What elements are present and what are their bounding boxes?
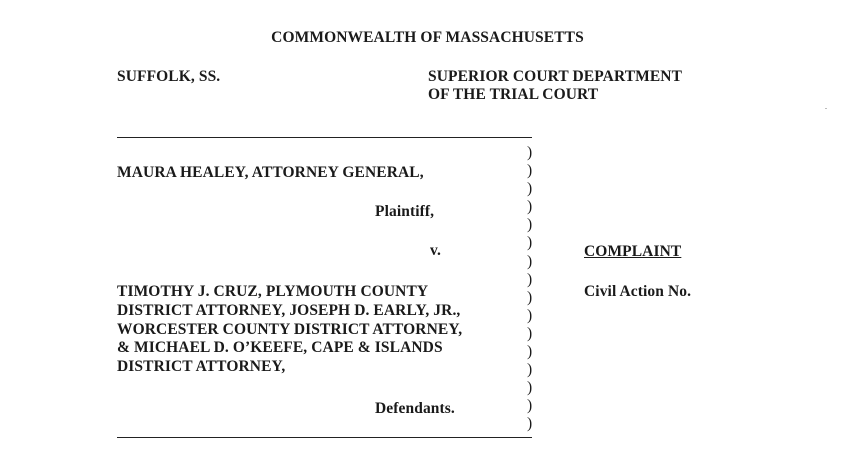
defendants-role: Defendants.: [375, 400, 455, 417]
paren: ): [527, 216, 533, 234]
county-label: SUFFOLK, SS.: [117, 68, 221, 85]
defendants-list: [117, 283, 462, 377]
paren: ): [527, 234, 533, 252]
caption-bottom-rule: [117, 437, 532, 438]
scan-speck: [825, 108, 827, 109]
document-type: COMPLAINT: [584, 243, 682, 260]
defendant-line: & MICHAEL D. O’KEEFE, CAPE & ISLANDS: [117, 339, 443, 357]
paren: ): [527, 361, 533, 379]
versus-label: v.: [430, 242, 441, 259]
paren: ): [527, 180, 533, 198]
paren: ): [527, 397, 533, 415]
defendant-line: DISTRICT ATTORNEY, JOSEPH D. EARLY, JR.,: [117, 301, 461, 319]
defendant-line: DISTRICT ATTORNEY,: [117, 358, 286, 376]
defendant-line: TIMOTHY J. CRUZ, PLYMOUTH COUNTY: [117, 283, 429, 300]
paren: ): [527, 343, 533, 361]
paren: ): [527, 270, 533, 288]
paren: ): [527, 415, 533, 433]
defendant-line: WORCESTER COUNTY DISTRICT ATTORNEY,: [117, 320, 463, 338]
paren: ): [527, 252, 533, 270]
caption-paren-column: [527, 144, 532, 434]
caption-top-rule: [117, 137, 532, 138]
paren: ): [527, 324, 533, 342]
court-name-line-2: OF THE TRIAL COURT: [428, 86, 599, 103]
paren: ): [527, 288, 533, 306]
court-name: [428, 68, 682, 104]
paren: ): [527, 379, 533, 397]
court-name-line-1: SUPERIOR COURT DEPARTMENT: [428, 68, 683, 85]
paren: ): [527, 198, 533, 216]
plaintiff-role: Plaintiff,: [375, 203, 435, 220]
paren: ): [527, 162, 533, 180]
plaintiff-name: MAURA HEALEY, ATTORNEY GENERAL,: [117, 164, 424, 181]
paren: ): [527, 144, 533, 161]
document-heading: COMMONWEALTH OF MASSACHUSETTS: [271, 29, 584, 46]
civil-action-number-label: Civil Action No.: [584, 283, 692, 300]
paren: ): [527, 306, 533, 324]
